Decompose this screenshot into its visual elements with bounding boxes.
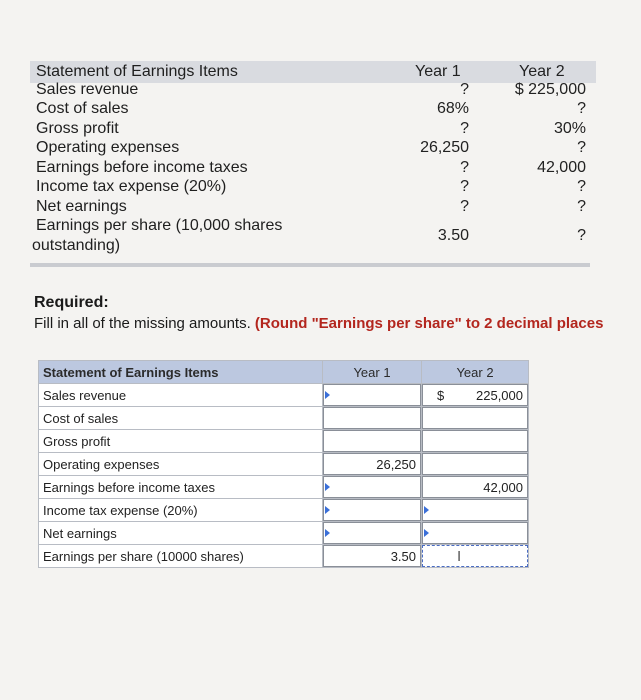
eps-year1-input[interactable] [323,545,421,567]
input-marker-icon [424,529,429,537]
reference-row [30,99,596,119]
row-label-income-tax: Income tax expense (20%) [39,499,323,522]
cost-of-sales-year2-input[interactable] [422,407,528,429]
reference-row-year2: ? [577,100,586,117]
reference-row-label: Earnings per share (10,000 shares [36,217,283,234]
input-marker-icon [325,506,330,514]
required-heading: Required: [34,294,109,311]
instructions-text [34,315,640,332]
reference-row-year2: 42,000 [537,159,586,176]
row-label-sales-revenue: Sales revenue [39,384,323,407]
sales-revenue-year2-input[interactable] [422,384,528,406]
reference-header-label: Statement of Earnings Items [36,63,238,80]
input-marker-icon [325,529,330,537]
input-marker-icon [325,391,330,399]
reference-row-year1: ? [460,159,469,176]
instructions-rounding-note: (Round "Earnings per share" to 2 decimal places [254,315,604,332]
table-row [39,407,529,430]
reference-row-label: Earnings before income taxes [36,159,248,176]
reference-row-year2: 30% [553,120,586,137]
reference-row-year2: $ 225,000 [514,81,586,98]
reference-row-year1: 68% [436,100,469,117]
operating-expenses-year1-value: 26,250 [376,456,416,472]
reference-row-year1: ? [460,81,469,98]
reference-row-year1: ? [460,178,469,195]
reference-header-row [30,61,596,81]
table-row [39,476,529,499]
answer-header-label: Statement of Earnings Items [39,361,323,384]
operating-expenses-year1-input[interactable] [323,453,421,475]
reference-bottom-divider [30,263,590,267]
reference-row-year2: ? [577,178,586,195]
table-row [39,545,529,568]
reference-row-year2: ? [577,227,586,244]
reference-row-year1: 26,250 [420,139,469,156]
input-marker-icon [424,506,429,514]
reference-row-label: Operating expenses [36,139,180,156]
reference-row [30,197,596,217]
table-row [39,384,529,407]
gross-profit-year2-input[interactable] [422,430,528,452]
currency-symbol: $ [437,387,445,403]
reference-table [30,60,596,258]
reference-row-label: Cost of sales [36,100,129,117]
reference-row-year1: ? [460,120,469,137]
row-label-net-earnings: Net earnings [39,522,323,545]
eps-year1-value: 3.50 [390,548,416,564]
reference-row [30,119,596,139]
operating-expenses-year2-input[interactable] [422,453,528,475]
answer-header-row [39,361,529,384]
reference-header-year2: Year 2 [519,63,565,80]
reference-row-year1: ? [460,198,469,215]
net-earnings-year1-input[interactable] [323,522,421,544]
row-label-eps: Earnings per share (10000 shares) [39,545,323,568]
answer-table [38,360,529,568]
reference-row [30,158,596,178]
income-tax-year1-input[interactable] [323,499,421,521]
reference-header-year1: Year 1 [415,63,461,80]
sales-revenue-year1-input[interactable] [323,384,421,406]
reference-row [30,138,596,158]
reference-row-label: Income tax expense (20%) [36,178,227,195]
table-row [39,430,529,453]
row-label-gross-profit: Gross profit [39,430,323,453]
reference-row-label: Sales revenue [36,81,139,98]
input-marker-icon [325,483,330,491]
income-tax-year2-input[interactable] [422,499,528,521]
reference-row-label: Net earnings [36,198,127,215]
ebt-year1-input[interactable] [323,476,421,498]
reference-row-year2: ? [577,198,586,215]
eps-year2-input[interactable] [422,545,528,567]
ebt-year2-value: 42,000 [483,479,523,495]
table-row [39,522,529,545]
answer-header-year2: Year 2 [422,361,529,384]
text-cursor-icon: I [457,548,462,565]
cost-of-sales-year1-input[interactable] [323,407,421,429]
answer-header-year1: Year 1 [323,361,422,384]
reference-row [30,80,596,100]
reference-row-year2: ? [577,139,586,156]
instructions-main: Fill in all of the missing amounts. [34,315,255,332]
reference-row-year1: 3.50 [437,227,469,244]
table-row [39,453,529,476]
reference-row [30,216,596,256]
gross-profit-year1-input[interactable] [323,430,421,452]
reference-row-label-continued: outstanding) [32,237,121,254]
row-label-cost-of-sales: Cost of sales [39,407,323,430]
row-label-ebt: Earnings before income taxes [39,476,323,499]
ebt-year2-input[interactable] [422,476,528,498]
sales-revenue-year2-value: 225,000 [476,387,523,403]
net-earnings-year2-input[interactable] [422,522,528,544]
reference-row [30,177,596,197]
table-row [39,499,529,522]
reference-row-label: Gross profit [36,120,119,137]
row-label-operating-expenses: Operating expenses [39,453,323,476]
